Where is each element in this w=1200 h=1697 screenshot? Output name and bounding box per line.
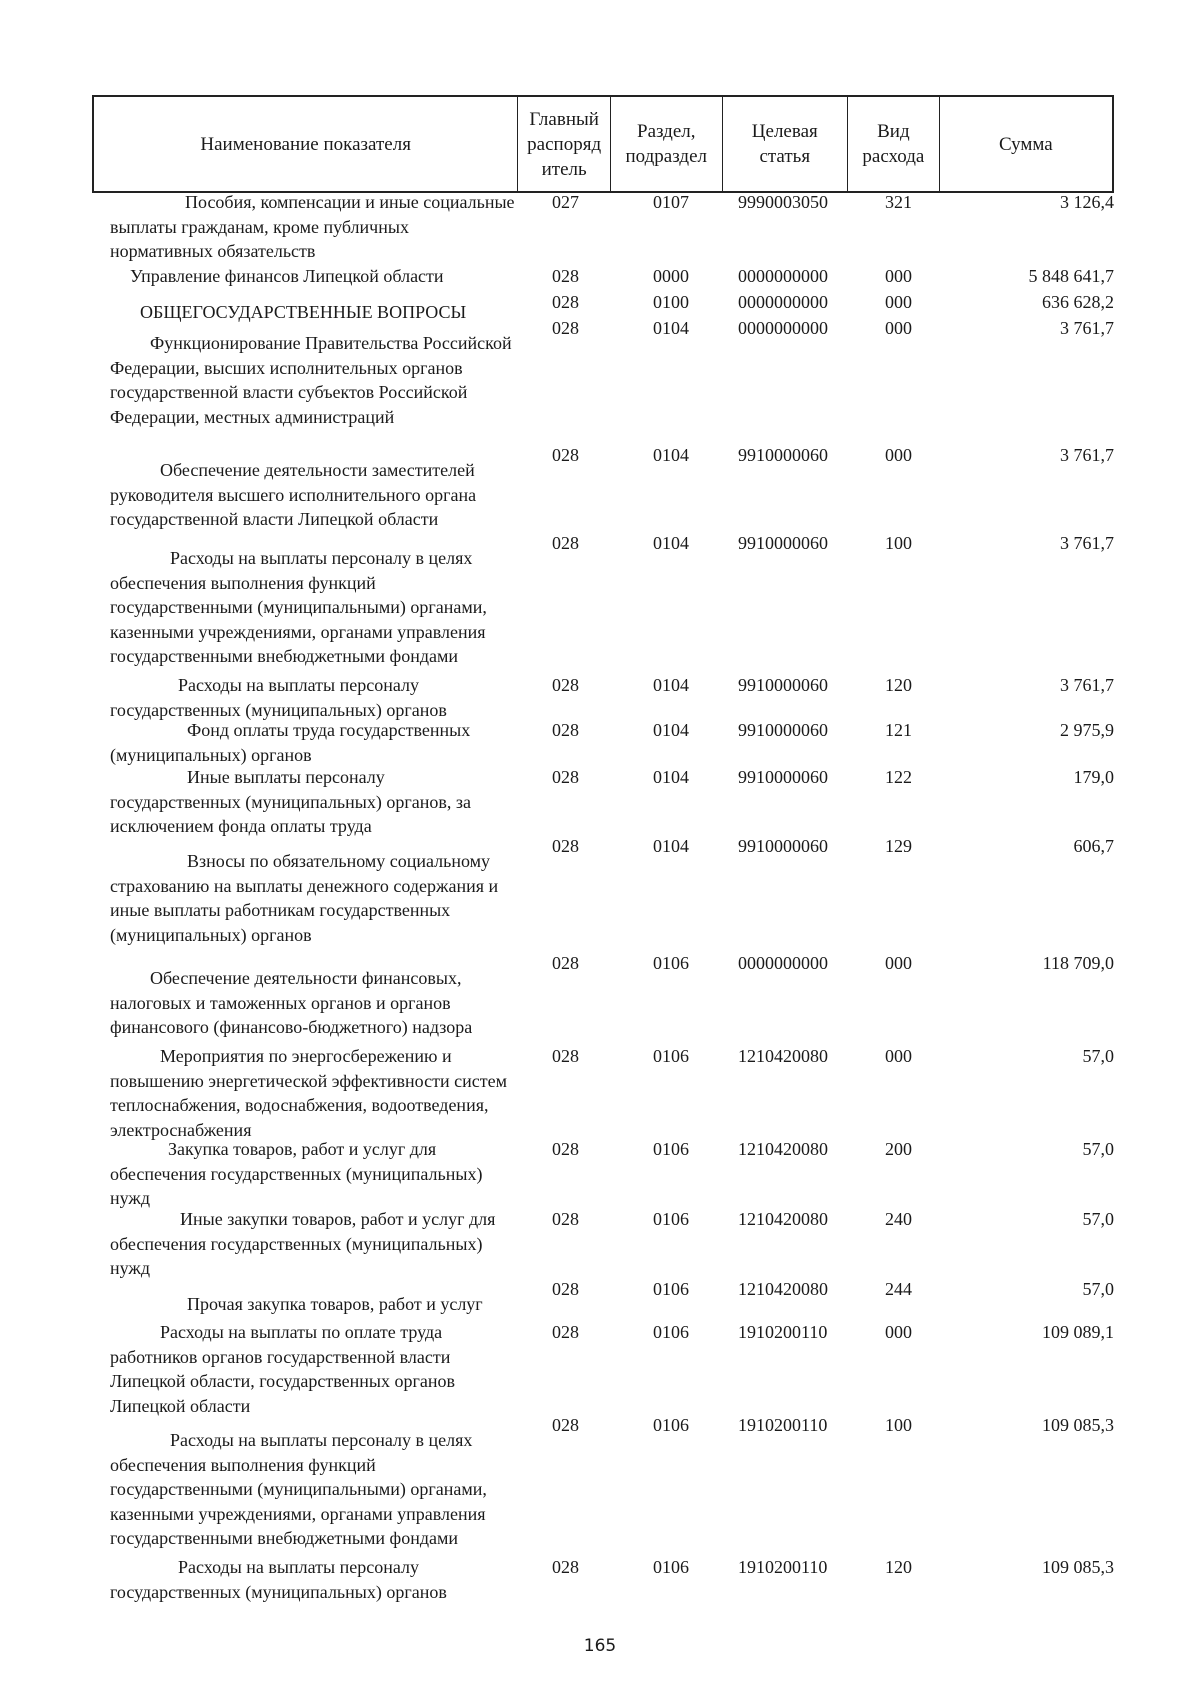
row-vid: 000 xyxy=(885,292,912,312)
row-glavny: 028 xyxy=(552,318,579,338)
row-summa: 3 126,4 xyxy=(1060,192,1114,212)
row-name: Взносы по обязательному социальному страхованию на выплаты денежного содержания и иные выплаты работникам государственных (муниципальных) органов xyxy=(110,851,499,945)
row-razdel: 0106 xyxy=(653,1209,689,1229)
row-summa: 109 085,3 xyxy=(1042,1415,1114,1435)
row-razdel: 0106 xyxy=(653,1046,689,1066)
row-razdel: 0104 xyxy=(653,720,689,740)
row-razdel: 0104 xyxy=(653,445,689,465)
row-razdel: 0106 xyxy=(653,1557,689,1577)
header-summa: Сумма xyxy=(998,133,1053,155)
row-celevaya: 1910200110 xyxy=(738,1322,828,1342)
row-glavny: 028 xyxy=(552,1139,579,1159)
row-name: Расходы на выплаты персоналу государственных (муниципальных) органов xyxy=(110,675,447,720)
row-razdel: 0104 xyxy=(653,675,689,695)
row-vid: 200 xyxy=(885,1139,912,1159)
header-name: Наименование показателя xyxy=(94,97,518,191)
row-name: Обеспечение деятельности заместителей руководителя высшего исполнительного органа государственной власти Липецкой области xyxy=(110,460,477,530)
row-summa: 636 628,2 xyxy=(1042,292,1114,312)
row-celevaya: 9990003050 xyxy=(738,192,828,212)
table-header xyxy=(92,95,1114,193)
row-celevaya: 1210420080 xyxy=(738,1139,828,1159)
row-razdel: 0106 xyxy=(653,1415,689,1435)
row-vid: 240 xyxy=(885,1209,912,1229)
row-vid: 244 xyxy=(885,1279,912,1299)
row-summa: 3 761,7 xyxy=(1060,445,1114,465)
row-razdel: 0107 xyxy=(653,192,689,212)
row-celevaya: 9910000060 xyxy=(738,445,828,465)
row-celevaya: 1210420080 xyxy=(738,1046,828,1066)
row-glavny: 028 xyxy=(552,445,579,465)
header-vid: Вид расхода xyxy=(848,97,940,191)
row-vid: 100 xyxy=(885,1415,912,1435)
row-celevaya: 1210420080 xyxy=(738,1209,828,1229)
row-vid: 321 xyxy=(885,192,912,212)
row-summa: 118 709,0 xyxy=(1042,953,1114,973)
row-vid: 120 xyxy=(885,675,912,695)
row-celevaya: 1910200110 xyxy=(738,1557,828,1577)
row-name: Расходы на выплаты персоналу в целях обеспечения выполнения функций государственными (муниципальными) органами, казенными учреждениями, органами управления государственными внебюджетными фондами xyxy=(110,1430,487,1549)
row-vid: 100 xyxy=(885,533,912,553)
row-vid: 000 xyxy=(885,318,912,338)
row-name: Фонд оплаты труда государственных (муниципальных) органов xyxy=(110,720,471,765)
row-razdel: 0104 xyxy=(653,318,689,338)
row-vid: 000 xyxy=(885,1046,912,1066)
row-celevaya: 9910000060 xyxy=(738,720,828,740)
row-glavny: 027 xyxy=(552,192,579,212)
row-glavny: 028 xyxy=(552,1415,579,1435)
row-vid: 000 xyxy=(885,445,912,465)
row-razdel: 0000 xyxy=(653,266,689,286)
row-vid: 121 xyxy=(885,720,912,740)
row-celevaya: 0000000000 xyxy=(738,953,828,973)
row-glavny: 028 xyxy=(552,266,579,286)
row-name: Иные выплаты персоналу государственных (муниципальных) органов, за исключением фонда оплаты труда xyxy=(110,767,471,837)
row-glavny: 028 xyxy=(552,1209,579,1229)
row-glavny: 028 xyxy=(552,1557,579,1577)
row-glavny: 028 xyxy=(552,720,579,740)
row-summa: 57,0 xyxy=(1082,1139,1114,1159)
row-name: Прочая закупка товаров, работ и услуг xyxy=(187,1294,483,1314)
row-celevaya: 0000000000 xyxy=(738,318,828,338)
row-celevaya: 0000000000 xyxy=(738,292,828,312)
row-glavny: 028 xyxy=(552,1322,579,1342)
row-summa: 57,0 xyxy=(1082,1209,1114,1229)
row-vid: 122 xyxy=(885,767,912,787)
row-vid: 000 xyxy=(885,266,912,286)
row-celevaya: 1210420080 xyxy=(738,1279,828,1299)
row-glavny: 028 xyxy=(552,767,579,787)
row-name: ОБЩЕГОСУДАРСТВЕННЫЕ ВОПРОСЫ xyxy=(140,302,467,322)
row-celevaya: 9910000060 xyxy=(738,836,828,856)
row-name: Расходы на выплаты по оплате труда работников органов государственной власти Липецкой области, государственных органов Липецкой области xyxy=(110,1322,455,1416)
row-name: Управление финансов Липецкой области xyxy=(130,266,444,286)
row-glavny: 028 xyxy=(552,292,579,312)
row-summa: 57,0 xyxy=(1082,1046,1114,1066)
row-celevaya: 9910000060 xyxy=(738,767,828,787)
row-summa: 57,0 xyxy=(1082,1279,1114,1299)
row-vid: 129 xyxy=(885,836,912,856)
row-razdel: 0100 xyxy=(653,292,689,312)
row-glavny: 028 xyxy=(552,1279,579,1299)
row-name: Функционирование Правительства Российской Федерации, высших исполнительных органов государственной власти субъектов Российской Федерации, местных администраций xyxy=(110,333,512,427)
row-name: Обеспечение деятельности финансовых, налоговых и таможенных органов и органов финансового (финансово-бюджетного) надзора xyxy=(110,968,473,1038)
row-razdel: 0106 xyxy=(653,1139,689,1159)
row-glavny: 028 xyxy=(552,953,579,973)
row-name: Расходы на выплаты персоналу в целях обеспечения выполнения функций государственными (муниципальными) органами, казенными учреждениями, органами управления государственными внебюджетными фондами xyxy=(110,548,487,667)
row-summa: 109 089,1 xyxy=(1042,1322,1114,1342)
row-name: Иные закупки товаров, работ и услуг для обеспечения государственных (муниципальных) нужд xyxy=(110,1209,496,1279)
row-name: Закупка товаров, работ и услуг для обеспечения государственных (муниципальных) нужд xyxy=(110,1139,483,1209)
row-razdel: 0104 xyxy=(653,836,689,856)
row-summa: 2 975,9 xyxy=(1060,720,1114,740)
row-glavny: 028 xyxy=(552,675,579,695)
row-vid: 120 xyxy=(885,1557,912,1577)
row-celevaya: 0000000000 xyxy=(738,266,828,286)
header-celevaya: Целевая статья xyxy=(723,97,849,191)
row-summa: 109 085,3 xyxy=(1042,1557,1114,1577)
row-name: Расходы на выплаты персоналу государственных (муниципальных) органов xyxy=(110,1557,447,1602)
row-celevaya: 1910200110 xyxy=(738,1415,828,1435)
row-glavny: 028 xyxy=(552,836,579,856)
row-glavny: 028 xyxy=(552,1046,579,1066)
row-razdel: 0104 xyxy=(653,533,689,553)
row-vid: 000 xyxy=(885,953,912,973)
row-name: Мероприятия по энергосбережению и повышению энергетической эффективности систем теплоснабжения, водоснабжения, водоотведения, электроснабжения xyxy=(110,1046,507,1140)
row-summa: 3 761,7 xyxy=(1060,533,1114,553)
row-celevaya: 9910000060 xyxy=(738,675,828,695)
header-glavny: Главный распоряд итель xyxy=(518,97,611,191)
row-glavny: 028 xyxy=(552,533,579,553)
header-razdel: Раздел, подраздел xyxy=(611,97,723,191)
row-celevaya: 9910000060 xyxy=(738,533,828,553)
row-summa: 179,0 xyxy=(1073,767,1114,787)
page-number: 165 xyxy=(583,1636,617,1656)
row-razdel: 0104 xyxy=(653,767,689,787)
row-razdel: 0106 xyxy=(653,1279,689,1299)
row-razdel: 0106 xyxy=(653,1322,689,1342)
row-razdel: 0106 xyxy=(653,953,689,973)
row-name: Пособия, компенсации и иные социальные выплаты гражданам, кроме публичных нормативных обязательств xyxy=(110,192,515,262)
row-summa: 606,7 xyxy=(1073,836,1114,856)
row-summa: 3 761,7 xyxy=(1060,675,1114,695)
row-summa: 3 761,7 xyxy=(1060,318,1114,338)
row-summa: 5 848 641,7 xyxy=(1028,266,1114,286)
row-vid: 000 xyxy=(885,1322,912,1342)
